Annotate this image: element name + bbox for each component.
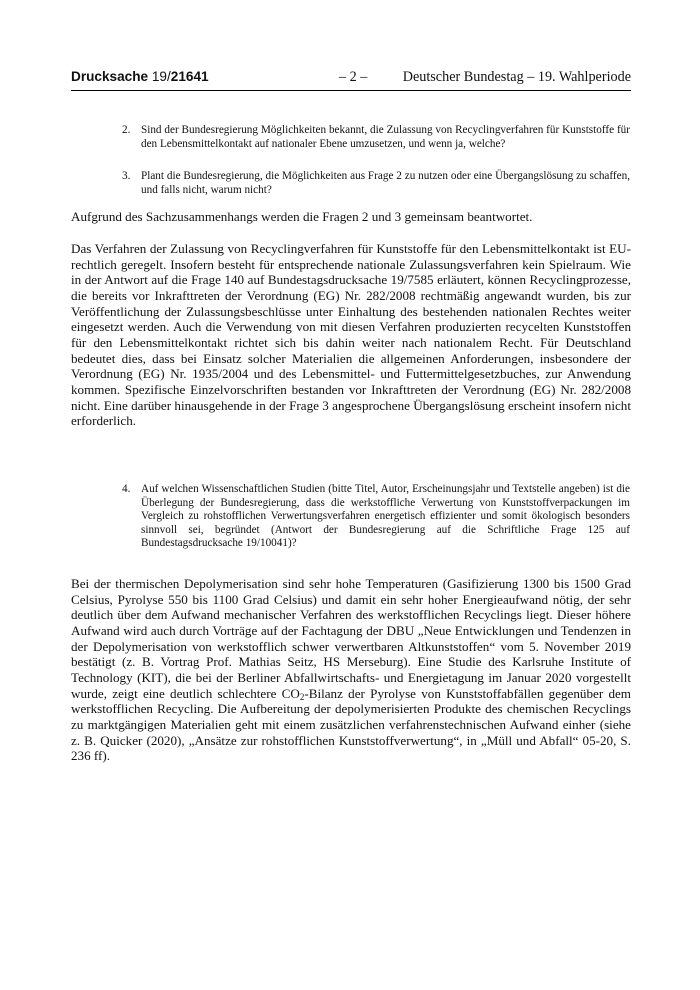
drucksache-prefix: 19/ [151,69,171,84]
question-3 [122,170,630,197]
answer-joint-note: Aufgrund des Sachzusammenhangs werden die Fragen 2 und 3 gemeinsam beantwortet. [71,209,533,224]
drucksache-label: Drucksache [71,69,149,84]
question-number: 4. [122,483,131,495]
answer-question-4 [71,576,631,764]
question-number: 3. [122,170,131,182]
question-text: Auf welchen Wissenschaftlichen Studien (bitte Titel, Autor, Erscheinungsjahr und Textstelle angeben) ist die Überlegung der Bundesregierung, dass die werkstoffliche Verwertung von Kunststoffverpackungen im Vergleich zu rohstofflichen Verwertungsverfahren energetisch effizienter und somit ökologisch besonders sinnvoll sei, begründet (Antwort der Bundesregierung auf die Schriftliche Frage 125 auf Bundestagsdrucksache 19/10041)? [141,483,630,550]
drucksache-number [71,69,209,84]
page-header [71,68,631,91]
question-2 [122,124,630,151]
answer-4-text: Bei der thermischen Depolymerisation sind sehr hohe Temperaturen (Gasifizierung 1300 bis 1500 Grad Celsius, Pyrolyse 550 bis 1100 Grad Celsius) und damit ein sehr hoher Energieaufwand nötig, der sehr deutlich über dem Aufwand mechanischer Verfahren des werkstofflichen Recyclings liegt. Dieser höhere Aufwand wird auch durch Vorträge auf der Fachtagung der DBU „Neue Entwicklungen und Tendenzen in der Depolymerisation von werkstofflich schwer verwertbaren Altkunststoffen“ vom 5. November 2019 bestätigt (z. B. Vortrag Prof. Mathias Seitz, HS Merseburg). Eine Studie des Karlsruhe Institute of Technology (KIT), die bei der Berliner Abfallwirtschafts- und Energietagung im Januar 2020 vorgestellt wurde, zeigt eine deutlich schlechtere CO [71,576,631,701]
question-text: Sind der Bundesregierung Möglichkeiten bekannt, die Zulassung von Recyclingverfahren für Kunststoffe für den Lebensmittelkontakt auf nationaler Ebene umzusetzen, und wenn ja, welche? [141,124,630,150]
co2-subscript: 2 [299,691,305,702]
question-number: 2. [122,124,131,136]
answer-questions-2-3: Das Verfahren der Zulassung von Recyclingverfahren für Kunststoffe für den Lebensmittelkontakt ist EU-rechtlich geregelt. Insofern besteht für entsprechende nationale Zulassungsverfahren kein Spielraum. Wie in der Antwort auf die Frage 140 auf Bundestagsdrucksache 19/7585 erläutert, können Recyclingprozesse, die bereits vor Inkrafttreten der Verordnung (EG) Nr. 282/2008 rechtmäßig angewandt wurden, bis zur Veröffentlichung der Zulassungsbeschlüsse unter Einhaltung des bestehenden nationalen Rechtes weiter eingesetzt werden. Auch die Verwendung von mit diesen Verfahren produzierten recycelten Kunststoffen für den Lebensmittelkontakt richtet sich bis dahin weiter nach nationalem Recht. Für Deutschland bedeutet dies, dass bei Einsatz solcher Materialien die allgemeinen Anforderungen, insbesondere der Verordnung (EG) Nr. 1935/2004 und des Lebensmittel- und Futtermittelgesetzbuches, zur Anwendung kommen. Spezifische Einzelvorschriften bestanden vor Inkrafttreten der Verordnung (EG) Nr. 282/2008 nicht. Eine darüber hinausgehende in der Frage 3 angesprochene Übergangslösung erscheint insofern nicht erforderlich. [71,241,631,429]
parliament-label: Deutscher Bundestag – 19. Wahlperiode [402,69,631,85]
answer-4-text-cont: -Bilanz der Pyrolyse von Kunststoffabfällen gegenüber dem werkstofflichen Recycling. Die Aufbereitung der depolymerisierten Produkte des chemischen Recyclings zu marktgängigen Materialien geht mit einem zusätzlichen verfahrenstechnischen Aufwand einher (siehe z. B. Quicker (2020), „Ansätze zur rohstofflichen Kunststoffverwertung“, in „Müll und Abfall“ 05-20, S. 236 ff). [71,685,631,764]
page-number: – 2 – [339,69,368,85]
drucksache-id: 21641 [170,69,209,84]
question-4 [122,483,630,551]
question-text: Plant die Bundesregierung, die Möglichkeiten aus Frage 2 zu nutzen oder eine Übergangslösung zu schaffen, und falls nicht, warum nicht? [141,170,630,196]
